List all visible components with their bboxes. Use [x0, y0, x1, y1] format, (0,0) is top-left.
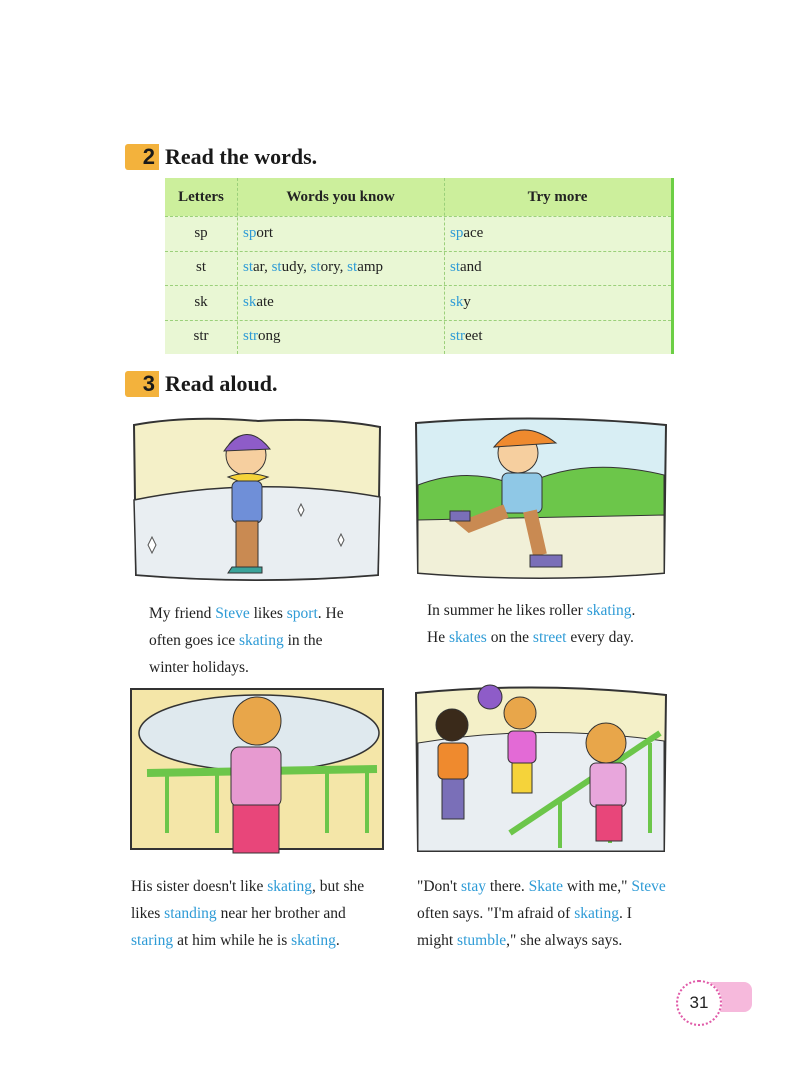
page-number: 31 — [676, 980, 722, 1026]
story-caption-4 — [417, 873, 687, 954]
section-title: Read aloud. — [165, 371, 278, 396]
try-more-cell: stand — [450, 259, 482, 276]
caption-line: likes standing near her brother and — [131, 905, 346, 922]
caption-line: might stumble," she always says. — [417, 932, 623, 949]
known-words-cell: sport — [243, 224, 274, 241]
story-caption-3 — [131, 873, 401, 954]
story-caption-1 — [149, 600, 389, 681]
table-row — [165, 320, 671, 355]
letters-cell: st — [195, 259, 206, 276]
try-more-cell: space — [450, 224, 484, 241]
section-number-badge: 3 — [125, 371, 159, 397]
illustration-boy-roller-skating — [410, 415, 672, 580]
caption-line: often says. "I'm afraid of skating. I — [417, 905, 632, 922]
story-caption-2 — [427, 597, 677, 651]
try-more-cell: street — [450, 328, 483, 345]
caption-line: He skates on the street every day. — [427, 629, 634, 646]
letters-cell: str — [193, 328, 209, 345]
known-words-cell: star, study, story, stamp — [243, 259, 384, 276]
caption-line: winter holidays. — [149, 659, 249, 676]
table-header-row — [165, 178, 671, 216]
header-letters: Letters — [178, 188, 224, 205]
caption-line: His sister doesn't like skating, but she — [131, 878, 365, 895]
illustration-children-at-rink — [410, 683, 672, 861]
letters-cell: sp — [194, 224, 208, 241]
words-table — [165, 178, 674, 354]
section-number-badge: 2 — [125, 144, 159, 170]
table-row — [165, 285, 671, 320]
caption-line: "Don't stay there. Skate with me," Steve — [417, 878, 666, 895]
illustration-boy-ice-rink — [128, 415, 386, 585]
letters-cell: sk — [194, 293, 208, 310]
section-title: Read the words. — [165, 144, 318, 169]
caption-line: In summer he likes roller skating. — [427, 602, 636, 619]
known-words-cell: skate — [243, 293, 274, 310]
table-row — [165, 216, 671, 251]
caption-line: My friend Steve likes sport. He — [149, 605, 344, 622]
caption-line: staring at him while he is skating. — [131, 932, 340, 949]
caption-line: often goes ice skating in the — [149, 632, 323, 649]
known-words-cell: strong — [243, 328, 281, 345]
header-try-more: Try more — [527, 188, 588, 205]
illustration-girl-watching-rink — [127, 683, 387, 866]
section-3-heading — [125, 371, 277, 397]
table-row — [165, 251, 671, 286]
header-words-you-know: Words you know — [286, 188, 395, 205]
section-2-heading — [125, 144, 317, 170]
try-more-cell: sky — [450, 293, 471, 310]
